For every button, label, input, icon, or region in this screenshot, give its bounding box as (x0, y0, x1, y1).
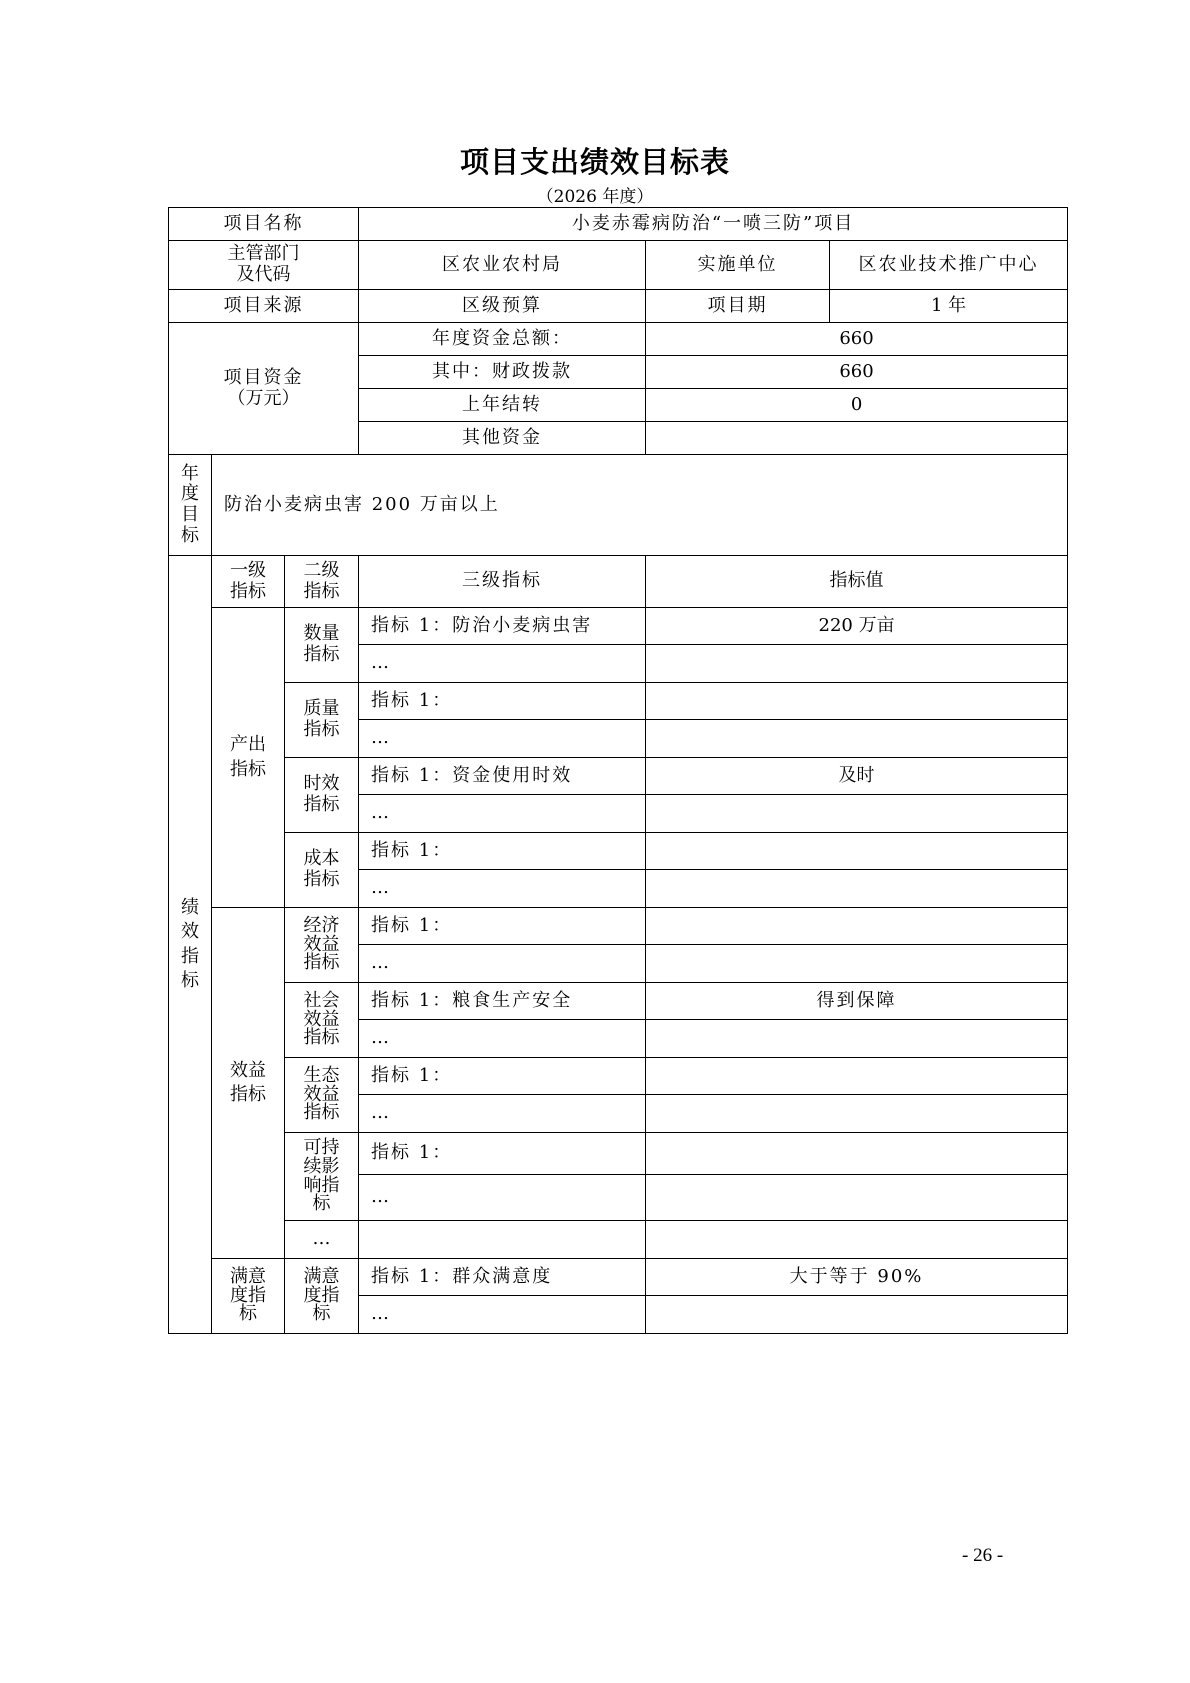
social-indicator: 指标 1：粮食生产安全 (359, 983, 646, 1020)
empty-value-cell (646, 1221, 1068, 1259)
funds-fiscal-value: 660 (646, 356, 1068, 389)
quality-value (646, 683, 1068, 720)
project-name-value: 小麦赤霉病防治“一喷三防”项目 (359, 208, 1068, 241)
empty-value-cell (646, 795, 1068, 833)
perf-label (169, 556, 212, 1334)
impl-unit-value: 区农业技术推广中心 (830, 241, 1068, 290)
social-value: 得到保障 (646, 983, 1068, 1020)
source-label: 项目来源 (169, 290, 359, 323)
performance-table (168, 207, 1068, 1334)
page-title: 项目支出绩效目标表 (459, 145, 730, 179)
table-row (169, 983, 1068, 1020)
ecological-label-text: 生态效益指标 (303, 1064, 340, 1124)
funds-label-line2: （万元） (227, 387, 300, 409)
source-value: 区级预算 (359, 290, 646, 323)
cost-value (646, 833, 1068, 870)
ellipsis-cell: … (359, 870, 646, 908)
table-row (169, 683, 1068, 720)
quantity-label (285, 608, 359, 683)
dept-value: 区农业农村局 (359, 241, 646, 290)
dept-label-line1: 主管部门 (227, 243, 300, 265)
sustain-value (646, 1133, 1068, 1175)
ellipsis-cell: … (359, 795, 646, 833)
satisfaction-label (212, 1259, 285, 1334)
economic-indicator: 指标 1： (359, 908, 646, 945)
ellipsis-cell: … (359, 1175, 646, 1221)
table-row (169, 833, 1068, 870)
empty-value-cell (646, 1296, 1068, 1334)
economic-label (285, 908, 359, 983)
annual-goal-label-text: 年度目标 (181, 462, 199, 546)
ellipsis-cell: … (359, 645, 646, 683)
funds-fiscal-label: 其中：财政拨款 (359, 356, 646, 389)
satisfaction-sub-label-text: 满意度指标 (303, 1265, 340, 1325)
ellipsis-cell: … (359, 1296, 646, 1334)
funds-label (169, 323, 359, 455)
page-number: - 26 - (962, 1545, 1004, 1566)
project-name-label: 项目名称 (169, 208, 359, 241)
ellipsis-cell: … (359, 720, 646, 758)
economic-value (646, 908, 1068, 945)
dept-label-line2: 及代码 (236, 264, 291, 285)
col-level2-header (285, 556, 359, 608)
output-label-text: 产出指标 (230, 734, 266, 780)
table-row (169, 1221, 1068, 1259)
col-level3-header: 三级指标 (359, 556, 646, 608)
funds-total-value: 660 (646, 323, 1068, 356)
col-level1-header (212, 556, 285, 608)
empty-indicator-cell (359, 1221, 646, 1259)
funds-other-value (646, 422, 1068, 455)
social-label-text: 社会效益指标 (303, 989, 340, 1049)
satisfaction-indicator: 指标 1：群众满意度 (359, 1259, 646, 1296)
sustain-indicator: 指标 1： (359, 1133, 646, 1175)
cost-indicator: 指标 1： (359, 833, 646, 870)
satisfaction-label-text: 满意度指标 (230, 1265, 266, 1325)
timeliness-indicator: 指标 1：资金使用时效 (359, 758, 646, 795)
table-row (169, 1058, 1068, 1095)
effect-label (212, 908, 285, 1259)
effect-label-text: 效益指标 (230, 1059, 266, 1105)
ellipsis-cell: … (359, 945, 646, 983)
social-label (285, 983, 359, 1058)
annual-goal-text: 防治小麦病虫害 200 万亩以上 (212, 455, 1068, 556)
dept-label (169, 241, 359, 290)
col-level2-text: 二级指标 (303, 559, 340, 602)
sustain-label (285, 1133, 359, 1221)
funds-label-line1: 项目资金 (223, 366, 304, 388)
quality-label-text: 质量指标 (303, 698, 340, 740)
quality-indicator: 指标 1： (359, 683, 646, 720)
empty-value-cell (646, 720, 1068, 758)
table-row (169, 758, 1068, 795)
quality-label (285, 683, 359, 758)
timeliness-label (285, 758, 359, 833)
cost-label (285, 833, 359, 908)
row-department (169, 241, 1068, 290)
row-funds-total (169, 323, 1068, 356)
output-label (212, 608, 285, 908)
ecological-indicator: 指标 1： (359, 1058, 646, 1095)
perf-label-text: 绩效指标 (181, 896, 199, 991)
page-subtitle: （2026 年度） (536, 187, 654, 207)
table-row (169, 1133, 1068, 1175)
ellipsis-cell: … (359, 1020, 646, 1058)
timeliness-label-text: 时效指标 (303, 773, 340, 815)
quantity-value: 220 万亩 (646, 608, 1068, 645)
period-label: 项目期 (646, 290, 830, 323)
row-perf-header (169, 556, 1068, 608)
impl-unit-label: 实施单位 (646, 241, 830, 290)
annual-goal-label (169, 455, 212, 556)
col-level1-text: 一级指标 (230, 559, 266, 602)
empty-value-cell (646, 1175, 1068, 1221)
ellipsis-cell: … (285, 1221, 359, 1259)
table-row (169, 608, 1068, 645)
cost-label-text: 成本指标 (303, 848, 340, 890)
empty-value-cell (646, 1095, 1068, 1133)
table-row (169, 1259, 1068, 1296)
empty-value-cell (646, 945, 1068, 983)
empty-value-cell (646, 870, 1068, 908)
satisfaction-value: 大于等于 90% (646, 1259, 1068, 1296)
funds-total-label: 年度资金总额： (359, 323, 646, 356)
satisfaction-sub-label (285, 1259, 359, 1334)
ecological-value (646, 1058, 1068, 1095)
ecological-label (285, 1058, 359, 1133)
funds-other-label: 其他资金 (359, 422, 646, 455)
funds-carryover-value: 0 (646, 389, 1068, 422)
row-annual-goal (169, 455, 1068, 556)
period-value: 1 年 (830, 290, 1068, 323)
row-project-name (169, 208, 1068, 241)
table-row (169, 908, 1068, 945)
funds-carryover-label: 上年结转 (359, 389, 646, 422)
timeliness-value: 及时 (646, 758, 1068, 795)
economic-label-text: 经济效益指标 (303, 914, 340, 974)
empty-value-cell (646, 645, 1068, 683)
ellipsis-cell: … (359, 1095, 646, 1133)
sustain-label-text: 可持续影响指标 (303, 1136, 340, 1215)
col-value-header: 指标值 (646, 556, 1068, 608)
row-source (169, 290, 1068, 323)
quantity-label-text: 数量指标 (303, 623, 340, 665)
empty-value-cell (646, 1020, 1068, 1058)
quantity-indicator: 指标 1：防治小麦病虫害 (359, 608, 646, 645)
